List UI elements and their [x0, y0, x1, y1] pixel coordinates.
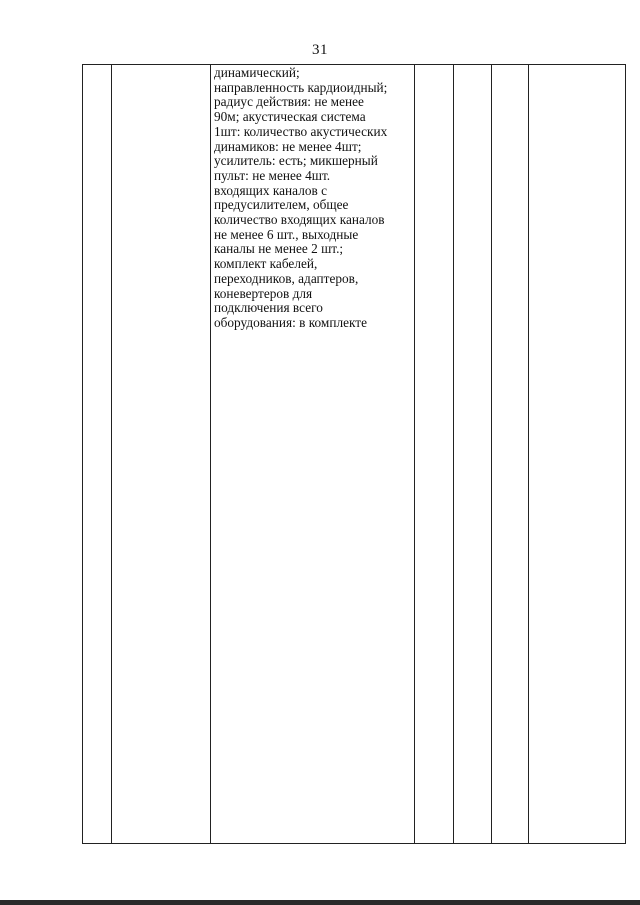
- description-line: коневертеров для: [214, 285, 313, 301]
- scan-bottom-edge: [0, 900, 640, 905]
- table-cell-total: [529, 65, 626, 844]
- description-line: оборудования: в комплекте: [214, 314, 367, 330]
- description-line: количество входящих каналов: [214, 212, 385, 228]
- description-line: комплект кабелей,: [214, 256, 318, 272]
- description-line: динамический;: [214, 65, 300, 80]
- description-line: пульт: не менее 4шт.: [214, 167, 331, 183]
- table-cell-name: [112, 65, 211, 844]
- description-line: переходников, адаптеров,: [214, 270, 359, 286]
- description-line: динамиков: не менее 4шт;: [214, 138, 362, 154]
- description-line: предусилителем, общее: [214, 197, 349, 213]
- table-cell-number: [83, 65, 112, 844]
- description-line: 90м; акустическая система: [214, 109, 366, 125]
- specification-table: [82, 64, 626, 844]
- description-line: подключения всего: [214, 300, 323, 316]
- table-cell-quantity: [454, 65, 492, 844]
- description-text: [211, 65, 414, 331]
- description-line: входящих каналов с: [214, 182, 327, 198]
- description-line: каналы не менее 2 шт.;: [214, 241, 344, 257]
- description-line: усилитель: есть; микшерный: [214, 153, 378, 169]
- page-number: 31: [312, 42, 328, 58]
- table-row: [83, 65, 626, 844]
- description-line: 1шт: количество акустических: [214, 123, 388, 139]
- description-line: не менее 6 шт., выходные: [214, 226, 359, 242]
- description-line: радиус действия: не менее: [214, 94, 364, 110]
- table-cell-unit: [415, 65, 454, 844]
- table-cell-description: [211, 65, 415, 844]
- table-cell-price: [492, 65, 529, 844]
- description-line: направленность кардиоидный;: [214, 79, 388, 95]
